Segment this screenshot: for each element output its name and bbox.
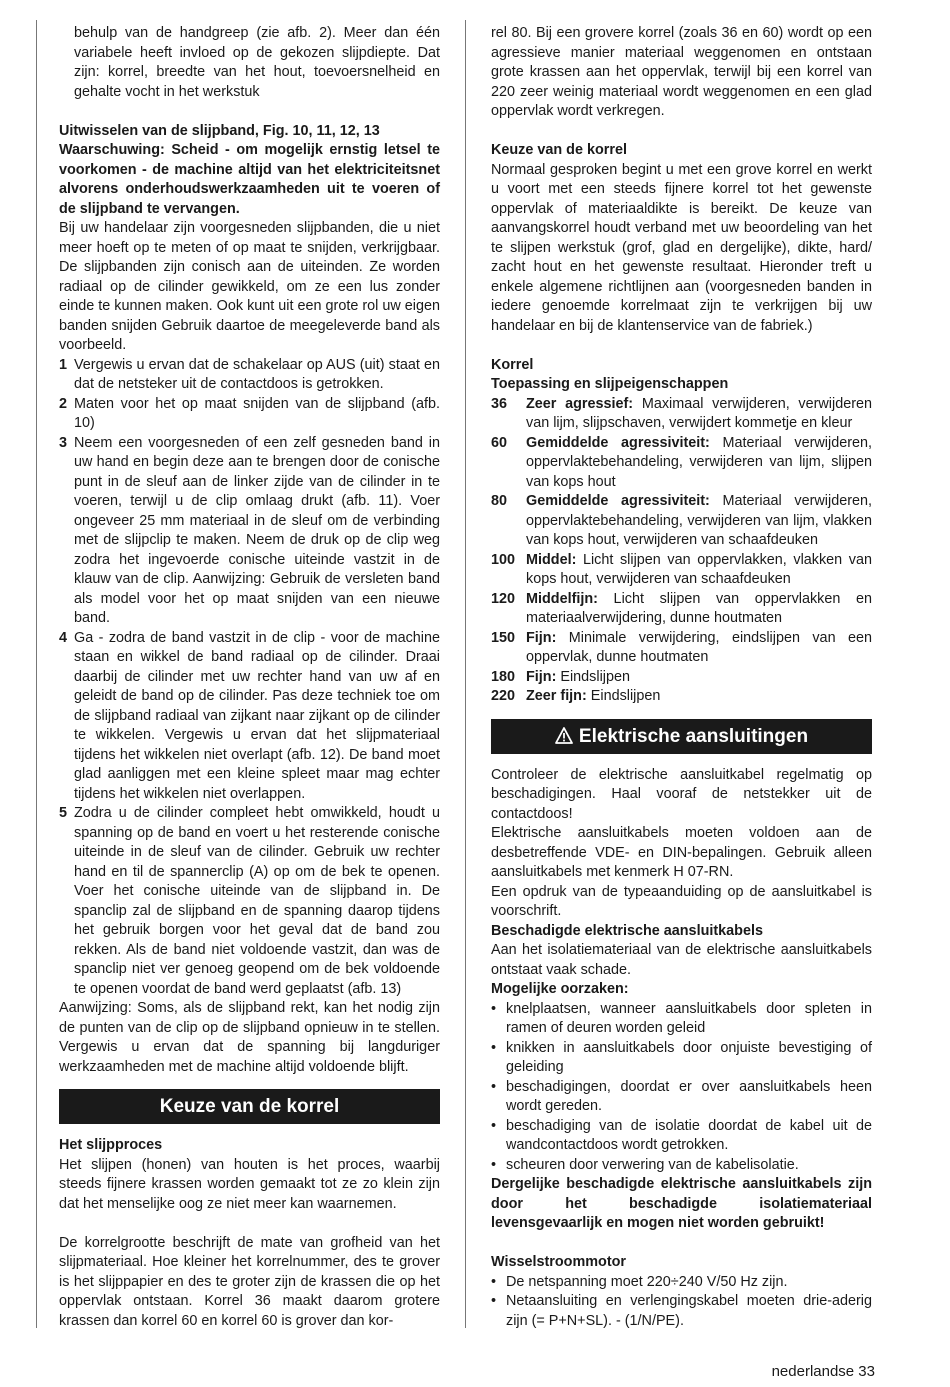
- elec-paragraph: Controleer de elektrische aansluitkabel regelmatig op beschadigingen. Haal vooraf de netstekker uit de contactdoos!: [491, 766, 872, 822]
- list-item: [491, 1039, 872, 1078]
- warning-triangle-icon: [555, 721, 573, 756]
- left-margin-rule: [36, 20, 37, 1328]
- list-item: [491, 1078, 872, 1117]
- section-bar-title: Elektrische aansluitingen: [578, 725, 809, 747]
- ac-text: De netspanning moet 220÷240 V/50 Hz zijn.: [506, 1273, 788, 1290]
- step-item: [59, 434, 440, 629]
- grit-label: Fijn:: [526, 629, 557, 646]
- elec-paragraph: Elektrische aansluitkabels moeten voldoen aan de desbetreffende VDE- en DIN-bepalingen. Gebruik alleen aansluitkabels met kenmerk H 07-RN.: [491, 825, 872, 880]
- grit-desc: Eindslijpen: [586, 688, 661, 704]
- step-number: 4: [59, 629, 68, 646]
- bullet: •: [491, 1039, 497, 1056]
- grit-desc: Materiaal verwijderen, oppervlaktebehandeling, verwijderen van lijm, vlakken van kops hout, verwijderen van schaafdeuken: [526, 493, 872, 548]
- bullet: •: [491, 1156, 497, 1173]
- choice-heading: Keuze van de korrel: [491, 142, 627, 158]
- grit-number: 100: [491, 551, 516, 568]
- step-text: Vergewis u ervan dat de schakelaar op AUS (uit) staat en dat de netsteker uit de contactdoos is getrokken.: [74, 356, 440, 392]
- right-column: [491, 24, 872, 1331]
- grit-text: De korrelgrootte beschrijft de mate van grofheid van het slijpmateriaal. Hoe kleiner het korrelnummer, des te grover is het slijppapier en des te groter zijn de krassen die op het oppervlak ontstaan. Korrel 36 maakt daarom grotere krassen dan korrel 60 en korrel 60 is grover dan kor-: [59, 1234, 440, 1329]
- step-item: [59, 804, 440, 999]
- step-text: Ga - zodra de band vastzit in de clip - voor de machine staan en wikkel de band radiaal op de cilinder. Draai daarbij de cilinder met uw rechter hand van uw af en geleidt de band op de cilinder. Pas deze techniek toe om de slijpband radiaal van zijkant naar zijkant op de cilinder te wikkelen. Vergewis u ervan dat het slijpmateriaal tijdens het wikkelen niet overlapt (afb. 12). De band moet glad aanliggen met een kleine spleet maar mag echter tijdens het wikkelen niet overlappen.: [74, 629, 440, 802]
- step-text: Zodra u de cilinder compleet hebt omwikkeld, houdt u spanning op de band en voert u het resterende conische uiteinde in de sleuf van de cilinder. Gebruik uw rechter hand en til de spannerclip (A) op om de bek te openen. Voer het conische uiteinde van de slijpband in. De spanclip zal de slijpband en de spanning daarop tijdens het gebruik borgen voor het geval dat de band zou rekken. Als de band niet voldoende vastzit, dan was de spanclip niet ver genoeg geopend om de bek voldoende te openen voordat de band werd geplaatst (afb. 13): [74, 805, 440, 997]
- grit-continued: rel 80. Bij een grovere korrel (zoals 36 en 60) wordt op een agressieve manier materiaal weggenomen en ontstaan grote krassen aan het oppervlak, terwijl bij een korrel van 220 zeer weinig materiaal wordt weggenomen en een glad oppervlak wordt verkregen.: [491, 25, 872, 119]
- exchange-heading: Uitwisselen van de slijpband, Fig. 10, 11, 12, 13: [59, 122, 380, 139]
- grit-desc: Licht slijpen van oppervlakken, vlakken van kops hout, verwijderen van schaafdeuken: [526, 551, 872, 587]
- grit-label: Middel:: [526, 551, 577, 568]
- step-item: [59, 629, 440, 805]
- grit-number: 150: [491, 629, 516, 646]
- cause-text: beschadigingen, doordat er over aansluitkabels heen wordt gereden.: [506, 1078, 872, 1114]
- section-bar-title: Keuze van de korrel: [159, 1096, 340, 1117]
- grit-number: 60: [491, 434, 508, 451]
- cause-text: knelplaatsen, wanneer aansluitkabels door spleten in ramen of deuren worden geleid: [506, 1000, 872, 1036]
- grit-number: 36: [491, 395, 508, 412]
- grit-desc: Minimale verwijdering, eindslijpen van een oppervlak, dunne houtmaten: [526, 629, 872, 665]
- step-item: [59, 395, 440, 434]
- grit-desc: Eindslijpen: [556, 668, 630, 685]
- page-footer: nederlandse 33: [771, 1363, 875, 1380]
- list-item: [491, 1273, 872, 1293]
- cause-text: knikken in aansluitkabels door onjuiste bevestiging of geleiding: [506, 1039, 872, 1075]
- elec-paragraph: Een opdruk van de typeaanduiding op de aansluitkabel is voorschrift.: [491, 883, 872, 919]
- note-paragraph: Aanwijzing: Soms, als de slijpband rekt, kan het nodig zijn de punten van de clip op de slijpband opnieuw in te stellen. Vergewis u ervan dat de spanning bij langduriger werkzaamheden met de machine altijd voldoende blijft.: [59, 1000, 440, 1075]
- bullet: •: [491, 1078, 497, 1095]
- grit-label: Zeer fijn:: [526, 688, 587, 704]
- cause-text: beschadiging van de isolatie doordat de kabel uit de wandcontactdoos wordt getrokken.: [506, 1117, 872, 1153]
- damaged-text: Aan het isolatiemateriaal van de elektrische aansluitkabels ontstaat vaak schade.: [491, 942, 872, 978]
- step-number: 2: [59, 395, 68, 412]
- grit-row: [491, 687, 872, 707]
- grit-label: Fijn:: [526, 668, 557, 685]
- section-bar-electric: [491, 719, 872, 754]
- grit-number: 120: [491, 590, 516, 607]
- step-text: Maten voor het op maat snijden van de slijpband (afb. 10): [74, 395, 440, 431]
- grit-row: [491, 668, 872, 688]
- usage-heading: Toepassing en slijpeigenschappen: [491, 376, 729, 392]
- grit-desc: Licht slijpen van oppervlakken en materiaalverwijdering, dunne houtmaten: [526, 590, 872, 626]
- grit-row: [491, 395, 872, 434]
- grit-row: [491, 434, 872, 493]
- bullet: •: [491, 1293, 497, 1309]
- step-number: 5: [59, 805, 68, 821]
- process-text: Het slijpen (honen) van houten is het proces, waarbij steeds fijnere krassen worden gemaakt tot ze zo klein zijn dat het menselijke oog ze niet meer kan waarnemen.: [59, 1156, 440, 1212]
- ac-text: Netaansluiting en verlengingskabel moeten drie-aderig zijn (= P+N+SL). - (1/N/PE).: [506, 1293, 872, 1329]
- causes-heading: Mogelijke oorzaken:: [491, 981, 629, 997]
- process-heading: Het slijpproces: [59, 1137, 163, 1153]
- grit-label: Zeer agressief:: [526, 395, 634, 412]
- list-item: [491, 1156, 872, 1176]
- step-text: Neem een voorgesneden of een zelf gesneden band in uw hand en begin deze aan te brengen door de conische punt in de sleuf aan de linker zijde van de cilinder in te voeren, terwijl u de clip omlaag drukt (afb. 11). Voer ongeveer 25 mm materiaal in de sleuf om de verbinding met de slijpclip te maken. Neem de druk op de clip weg zodra het ingevoerde conische uiteinde vastzit in de klauw van de clip. Aanwijzing: Gebruik de versleten band als model voor het op maat snijden van een nieuwe band.: [74, 434, 440, 626]
- section-bar-korrel: [59, 1089, 440, 1124]
- grit-label: Gemiddelde agressiviteit:: [526, 493, 710, 509]
- grit-row: [491, 551, 872, 590]
- bullet: •: [491, 1273, 497, 1290]
- grit-row: [491, 629, 872, 668]
- exchange-text: Bij uw handelaar zijn voorgesneden slijpbanden, die u niet meer hoeft op te meten of op maat te snijden, verkrijgbaar. De slijpbanden zijn conisch aan de uiteinden. Ze worden radiaal op de cilinder gewikkeld, om ze een lus zonder einde te kunnen maken. Ook kunt uit een grote rol uw eigen banden snijden Gebruik daartoe de meegeleverde band als voorbeeld.: [59, 220, 440, 353]
- grit-number: 80: [491, 493, 508, 509]
- grit-label: Gemiddelde agressiviteit:: [526, 434, 710, 451]
- intro-paragraph: behulp van de handgreep (zie afb. 2). Meer dan één variabele heeft invloed op de gekozen slijpdiepte. Dat zijn: korrel, breedte van het hout, toevoersnelheid en gehalte vocht in het werkstuk: [74, 25, 440, 100]
- ac-heading: Wisselstroommotor: [491, 1254, 627, 1270]
- step-number: 1: [59, 356, 68, 373]
- left-column: [59, 24, 440, 1331]
- grit-row: [491, 492, 872, 551]
- danger-text: Dergelijke beschadigde elektrische aansluitkabels zijn door het beschadigde isolatiemateriaal levensgevaarlijk en mogen niet worden gebruikt!: [491, 1176, 872, 1231]
- grit-desc: Maximaal verwijderen, verwijderen van lijm, slijpschaven, verwijdert kommetje en kleur: [526, 395, 872, 431]
- warning-text: Waarschuwing: Scheid - om mogelijk ernstig letsel te voorkomen - de machine altijd van het elektriciteitsnet alvorens onderhoudswerkzaamheden uit te voeren of de slijpband te vervangen.: [59, 142, 440, 217]
- choice-text: Normaal gesproken begint u met een grove korrel en werkt u voort met een steeds fijnere korrel tot het gewenste oppervlak of materiaaldikte is bereikt. De keuze van aanvangskorrel houdt verband met uw beoordeling van het te slijpen werkstuk (grof, glad en dergelijke), dikte, hard/ zacht hout en het gewenste resultaat. Hieronder treft u enkele algemene richtlijnen aan (voorgesneden banden in iedere genoemde korrelmaat zijn te verkrijgen bij uw handelaar en bij de klantenservice van de fabriek.): [491, 161, 872, 334]
- cause-text: scheuren door verwering van de kabelisolatie.: [506, 1156, 799, 1173]
- list-item: [491, 1117, 872, 1156]
- bullet: •: [491, 1117, 497, 1134]
- column-divider: [465, 20, 466, 1328]
- korrel-heading: Korrel: [491, 356, 534, 373]
- list-item: [491, 1000, 872, 1039]
- grit-number: 220: [491, 688, 516, 704]
- step-number: 3: [59, 434, 68, 451]
- grit-number: 180: [491, 668, 516, 685]
- grit-row: [491, 590, 872, 629]
- step-item: [59, 356, 440, 395]
- damaged-heading: Beschadigde elektrische aansluitkabels: [491, 922, 763, 939]
- bullet: •: [491, 1000, 497, 1017]
- list-item: [491, 1292, 872, 1331]
- grit-desc: Materiaal verwijderen, oppervlaktebehandeling, verwijderen van lijm, slijpen van kops hout: [526, 434, 872, 490]
- grit-label: Middelfijn:: [526, 590, 598, 607]
